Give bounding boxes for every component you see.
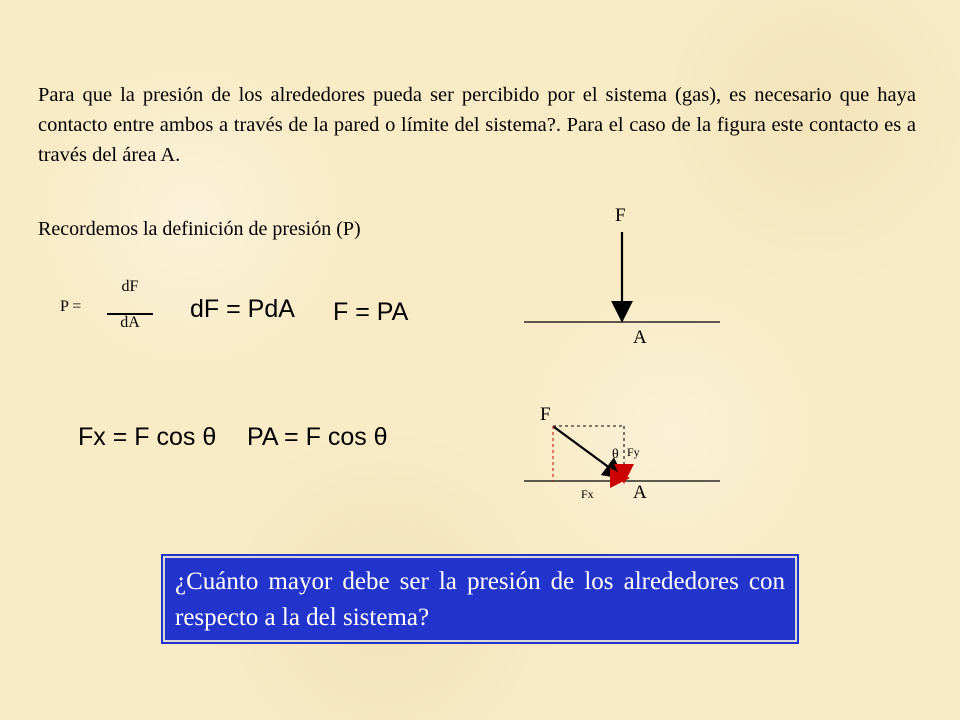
force-equation: F = PA — [333, 298, 409, 326]
fig2-force-label: F — [540, 404, 551, 425]
theta-label: θ — [612, 447, 619, 462]
fraction-denominator: dA — [120, 314, 140, 331]
fx-label: Fx — [581, 487, 594, 501]
fig1-area-label: A — [633, 327, 647, 348]
fraction-numerator: dF — [121, 278, 139, 295]
fig2-area-label: A — [633, 482, 647, 503]
force-vector-2 — [554, 427, 618, 474]
question-box: ¿Cuánto mayor debe ser la presión de los alrededores con respecto a la del sistema? — [163, 556, 797, 642]
differential-equation: dF = PdA — [190, 295, 295, 323]
fig1-force-label: F — [615, 205, 626, 226]
fx-equation: Fx = F cos θ — [78, 423, 217, 451]
equation-lhs: P = — [60, 298, 82, 315]
fy-label: Fy — [627, 445, 640, 459]
intro-paragraph: Para que la presión de los alrededores pueda ser percibido por el sistema (gas), es necesario que haya contacto entre ambos a través de la pared o límite del sistema?. Para el caso de la figura este contacto es a través del área A. — [38, 84, 916, 166]
pa-equation: PA = F cos θ — [247, 423, 388, 451]
definition-intro: Recordemos la definición de presión (P) — [38, 218, 361, 240]
